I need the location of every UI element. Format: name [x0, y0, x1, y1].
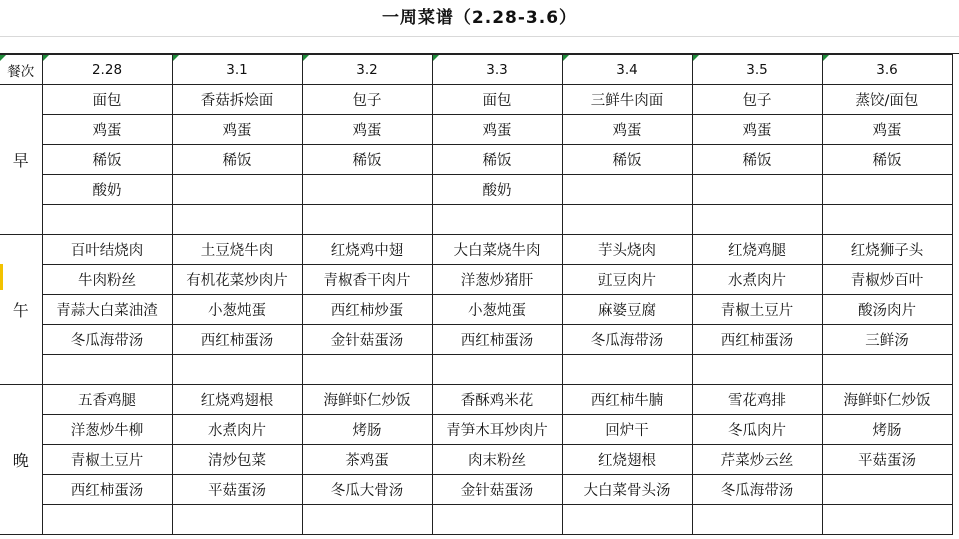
dish-cell[interactable]: 芋头烧肉	[562, 235, 692, 265]
dish-cell[interactable]: 包子	[692, 85, 822, 115]
dish-cell[interactable]: 冬瓜大骨汤	[302, 475, 432, 505]
dish-cell[interactable]: 稀饭	[822, 145, 952, 175]
table-row	[0, 145, 952, 175]
dish-cell[interactable]: 包子	[302, 85, 432, 115]
dish-cell[interactable]: 酸奶	[432, 175, 562, 205]
dish-cell[interactable]: 水煮肉片	[692, 265, 822, 295]
table-row	[0, 85, 952, 115]
dish-cell[interactable]: 面包	[42, 85, 172, 115]
dish-cell[interactable]: 西红柿蛋汤	[42, 475, 172, 505]
dish-cell[interactable]: 稀饭	[692, 145, 822, 175]
day-header-cell[interactable]: 3.6	[822, 55, 952, 85]
dish-cell[interactable]: 麻婆豆腐	[562, 295, 692, 325]
dish-cell[interactable]: 平菇蛋汤	[172, 475, 302, 505]
table-row	[0, 505, 952, 535]
dish-cell[interactable]	[42, 505, 172, 535]
dish-cell[interactable]: 西红柿炒蛋	[302, 295, 432, 325]
dish-cell[interactable]: 海鲜虾仁炒饭	[302, 385, 432, 415]
dish-cell[interactable]	[302, 175, 432, 205]
dish-cell[interactable]	[692, 175, 822, 205]
dish-cell[interactable]: 青椒炒百叶	[822, 265, 952, 295]
dish-cell[interactable]: 红烧鸡中翅	[302, 235, 432, 265]
meal-label-cell[interactable]: 早	[0, 85, 42, 235]
dish-cell[interactable]: 金针菇蛋汤	[302, 325, 432, 355]
dish-cell[interactable]	[302, 505, 432, 535]
dish-cell[interactable]: 红烧狮子头	[822, 235, 952, 265]
dish-cell[interactable]: 鸡蛋	[692, 115, 822, 145]
dish-cell[interactable]: 酸奶	[42, 175, 172, 205]
dish-cell[interactable]: 水煮肉片	[172, 415, 302, 445]
dish-cell[interactable]: 香酥鸡米花	[432, 385, 562, 415]
dish-cell[interactable]: 牛肉粉丝	[42, 265, 172, 295]
dish-cell[interactable]: 西红柿牛腩	[562, 385, 692, 415]
dish-cell[interactable]: 青笋木耳炒肉片	[432, 415, 562, 445]
table-row	[0, 385, 952, 415]
table-row	[0, 295, 952, 325]
table-row	[0, 175, 952, 205]
dish-cell[interactable]: 鸡蛋	[42, 115, 172, 145]
dish-cell[interactable]	[432, 355, 562, 385]
dish-cell[interactable]: 烤肠	[822, 415, 952, 445]
dish-cell[interactable]: 稀饭	[42, 145, 172, 175]
weekly-menu-table	[0, 54, 953, 535]
dish-cell[interactable]	[172, 355, 302, 385]
dish-cell[interactable]: 芹菜炒云丝	[692, 445, 822, 475]
dish-cell[interactable]	[172, 505, 302, 535]
dish-cell[interactable]	[692, 505, 822, 535]
dish-cell[interactable]: 回炉干	[562, 415, 692, 445]
dish-cell[interactable]: 蒸饺/面包	[822, 85, 952, 115]
day-header-cell[interactable]: 3.5	[692, 55, 822, 85]
dish-cell[interactable]: 红烧翅根	[562, 445, 692, 475]
dish-cell[interactable]: 小葱炖蛋	[432, 295, 562, 325]
dish-cell[interactable]: 肉末粉丝	[432, 445, 562, 475]
dish-cell[interactable]: 豇豆肉片	[562, 265, 692, 295]
header-row	[0, 55, 952, 85]
dish-cell[interactable]: 土豆烧牛肉	[172, 235, 302, 265]
meal-label-cell[interactable]: 晚	[0, 385, 42, 535]
dish-cell[interactable]	[562, 175, 692, 205]
dish-cell[interactable]	[42, 205, 172, 235]
dish-cell[interactable]	[432, 205, 562, 235]
dish-cell[interactable]	[432, 505, 562, 535]
dish-cell[interactable]: 稀饭	[302, 145, 432, 175]
dish-cell[interactable]: 青蒜大白菜油渣	[42, 295, 172, 325]
dish-cell[interactable]: 百叶结烧肉	[42, 235, 172, 265]
meal-column-header[interactable]: 餐次	[0, 55, 42, 85]
dish-cell[interactable]	[172, 205, 302, 235]
dish-cell[interactable]: 青椒香干肉片	[302, 265, 432, 295]
dish-cell[interactable]: 鸡蛋	[172, 115, 302, 145]
table-row	[0, 235, 952, 265]
dish-cell[interactable]: 冬瓜海带汤	[562, 325, 692, 355]
table-row	[0, 205, 952, 235]
day-header-cell[interactable]: 3.3	[432, 55, 562, 85]
dish-cell[interactable]: 西红柿蛋汤	[692, 325, 822, 355]
dish-cell[interactable]: 清炒包菜	[172, 445, 302, 475]
dish-cell[interactable]: 红烧鸡翅根	[172, 385, 302, 415]
table-row	[0, 115, 952, 145]
table-row	[0, 355, 952, 385]
dish-cell[interactable]: 冬瓜海带汤	[42, 325, 172, 355]
dish-cell[interactable]: 稀饭	[562, 145, 692, 175]
dish-cell[interactable]: 平菇蛋汤	[822, 445, 952, 475]
table-row	[0, 445, 952, 475]
dish-cell[interactable]: 红烧鸡腿	[692, 235, 822, 265]
dish-cell[interactable]	[822, 355, 952, 385]
dish-cell[interactable]	[302, 355, 432, 385]
dish-cell[interactable]: 小葱炖蛋	[172, 295, 302, 325]
dish-cell[interactable]: 海鲜虾仁炒饭	[822, 385, 952, 415]
dish-cell[interactable]: 三鲜牛肉面	[562, 85, 692, 115]
dish-cell[interactable]: 青椒土豆片	[42, 445, 172, 475]
day-header-cell[interactable]: 2.28	[42, 55, 172, 85]
dish-cell[interactable]: 大白菜骨头汤	[562, 475, 692, 505]
dish-cell[interactable]: 三鲜汤	[822, 325, 952, 355]
meal-label-cell[interactable]: 午	[0, 235, 42, 385]
dish-cell[interactable]	[302, 205, 432, 235]
dish-cell[interactable]: 鸡蛋	[822, 115, 952, 145]
dish-cell[interactable]: 冬瓜肉片	[692, 415, 822, 445]
table-row	[0, 415, 952, 445]
dish-cell[interactable]: 洋葱炒猪肝	[432, 265, 562, 295]
dish-cell[interactable]	[562, 205, 692, 235]
dish-cell[interactable]: 有机花菜炒肉片	[172, 265, 302, 295]
dish-cell[interactable]: 香菇拆烩面	[172, 85, 302, 115]
dish-cell[interactable]	[822, 205, 952, 235]
blank-spacer-row	[0, 36, 959, 54]
dish-cell[interactable]: 烤肠	[302, 415, 432, 445]
dish-cell[interactable]	[562, 355, 692, 385]
day-header-cell[interactable]: 3.1	[172, 55, 302, 85]
dish-cell[interactable]: 稀饭	[432, 145, 562, 175]
dish-cell[interactable]: 洋葱炒牛柳	[42, 415, 172, 445]
dish-cell[interactable]: 稀饭	[172, 145, 302, 175]
table-row	[0, 475, 952, 505]
day-header-cell[interactable]: 3.4	[562, 55, 692, 85]
dish-cell[interactable]	[172, 175, 302, 205]
table-row	[0, 325, 952, 355]
dish-cell[interactable]	[692, 205, 822, 235]
dish-cell[interactable]: 青椒土豆片	[692, 295, 822, 325]
dish-cell[interactable]: 茶鸡蛋	[302, 445, 432, 475]
dish-cell[interactable]: 西红柿蛋汤	[172, 325, 302, 355]
dish-cell[interactable]: 大白菜烧牛肉	[432, 235, 562, 265]
dish-cell[interactable]	[822, 505, 952, 535]
dish-cell[interactable]: 鸡蛋	[432, 115, 562, 145]
day-header-cell[interactable]: 3.2	[302, 55, 432, 85]
dish-cell[interactable]: 冬瓜海带汤	[692, 475, 822, 505]
dish-cell[interactable]: 金针菇蛋汤	[432, 475, 562, 505]
dish-cell[interactable]: 鸡蛋	[302, 115, 432, 145]
dish-cell[interactable]: 西红柿蛋汤	[432, 325, 562, 355]
dish-cell[interactable]: 雪花鸡排	[692, 385, 822, 415]
dish-cell[interactable]	[822, 475, 952, 505]
dish-cell[interactable]	[822, 175, 952, 205]
dish-cell[interactable]	[692, 355, 822, 385]
dish-cell[interactable]	[562, 505, 692, 535]
dish-cell[interactable]: 面包	[432, 85, 562, 115]
dish-cell[interactable]	[42, 355, 172, 385]
table-row	[0, 265, 952, 295]
dish-cell[interactable]: 鸡蛋	[562, 115, 692, 145]
dish-cell[interactable]: 五香鸡腿	[42, 385, 172, 415]
sheet-title: 一周菜谱（2.28-3.6）	[381, 8, 578, 28]
dish-cell[interactable]: 酸汤肉片	[822, 295, 952, 325]
